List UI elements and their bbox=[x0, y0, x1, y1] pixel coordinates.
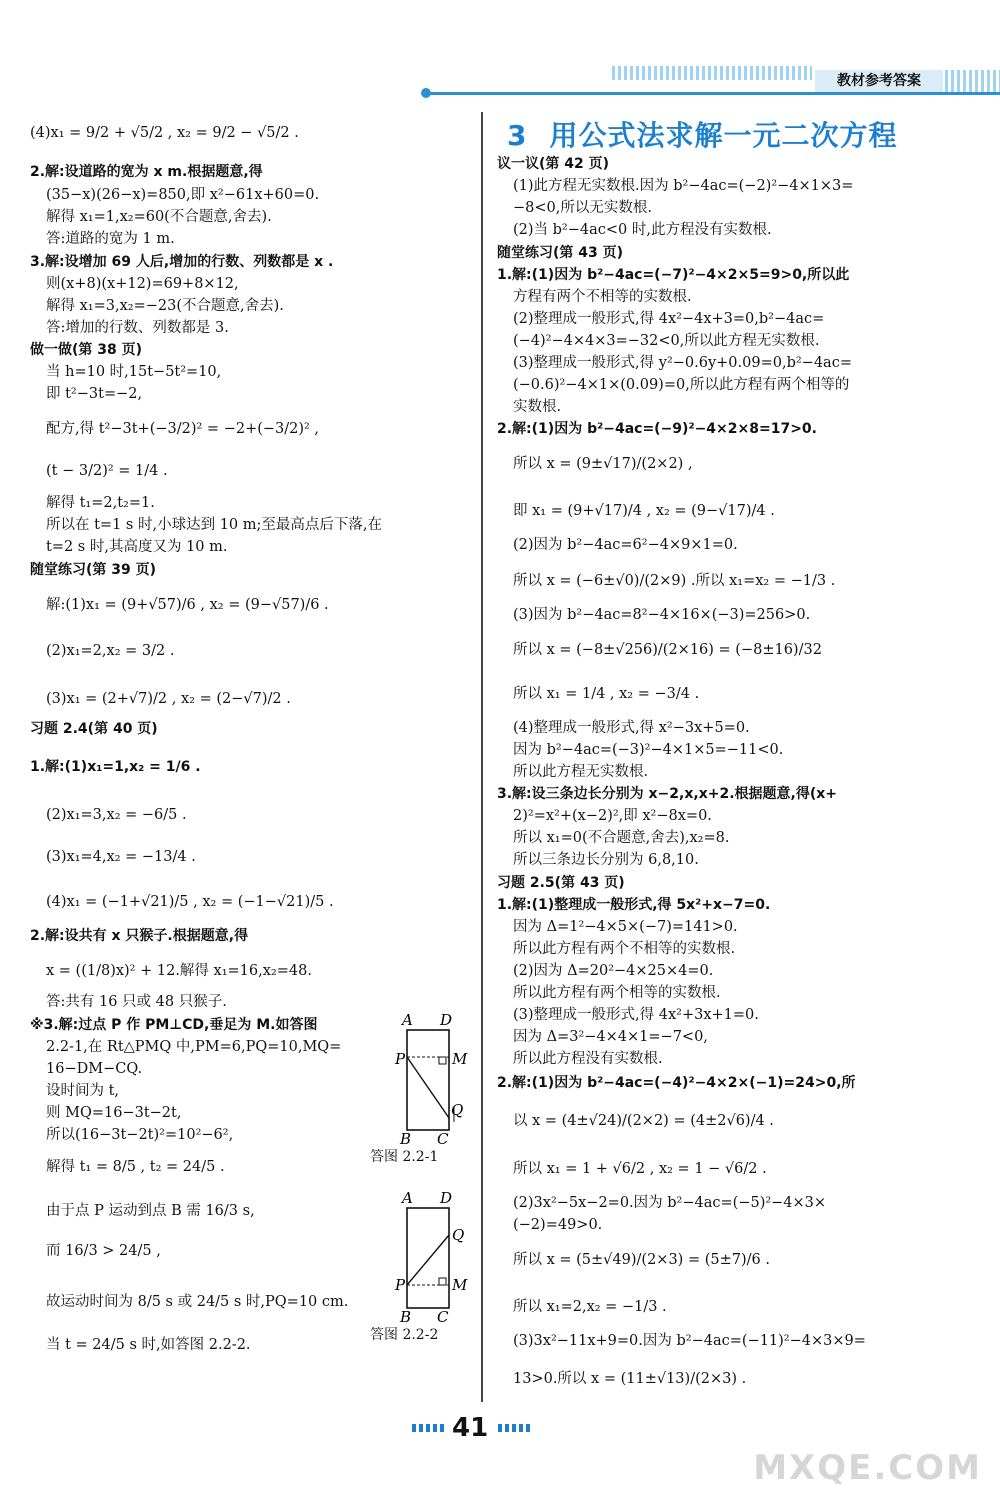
header-dot-strip bbox=[612, 66, 812, 80]
right-text-line: 所以 x = (5±√49)/(2×3) = (5±7)/6 . bbox=[513, 1252, 770, 1268]
page-number-decoration-left bbox=[412, 1424, 446, 1432]
fig1-label-p: P bbox=[395, 1050, 406, 1068]
right-text-line: (3)因为 b²−4ac=8²−4×16×(−3)=256>0. bbox=[513, 607, 811, 623]
right-text-line: 习题 2.5(第 43 页) bbox=[497, 875, 625, 891]
left-text-line: 2.解:设道路的宽为 x m.根据题意,得 bbox=[30, 164, 263, 180]
right-text-line: 1.解:(1)因为 b²−4ac=(−7)²−4×2×5=9>0,所以此 bbox=[497, 267, 850, 283]
right-text-line: 实数根. bbox=[513, 399, 562, 415]
header-tail-strip bbox=[945, 70, 1000, 92]
left-text-line: 解:(1)x₁ = (9+√57)/6 , x₂ = (9−√57)/6 . bbox=[46, 597, 329, 613]
fig2-label-a: A bbox=[402, 1190, 413, 1207]
left-text-line: 答:增加的行数、列数都是 3. bbox=[46, 320, 229, 336]
left-text-line: 16−DM−CQ. bbox=[46, 1061, 143, 1077]
left-text-line: 配方,得 t²−3t+(−3/2)² = −2+(−3/2)² , bbox=[46, 421, 320, 437]
column-divider bbox=[481, 112, 483, 1402]
right-text-line: 所以 x₁ = 1 + √6/2 , x₂ = 1 − √6/2 . bbox=[513, 1161, 767, 1177]
section-title-text: 用公式法求解一元二次方程 bbox=[549, 119, 898, 152]
left-text-line: x = ((1/8)x)² + 12.解得 x₁=16,x₂=48. bbox=[46, 963, 312, 979]
fig1-label-q: Q bbox=[451, 1101, 464, 1119]
fig2-label-m: M bbox=[452, 1276, 468, 1294]
fig2-label-p: P bbox=[395, 1276, 406, 1294]
left-text-line: 3.解:设增加 69 人后,增加的行数、列数都是 x . bbox=[30, 254, 334, 270]
right-text-line: (2)当 b²−4ac<0 时,此方程没有实数根. bbox=[513, 222, 772, 238]
right-text-line: 所以 x = (−6±√0)/(2×9) .所以 x₁=x₂ = −1/3 . bbox=[513, 573, 836, 589]
right-text-line: 所以 x = (−8±√256)/(2×16) = (−8±16)/32 bbox=[513, 642, 822, 658]
fig1-label-m: M bbox=[452, 1050, 468, 1068]
right-text-line: (−0.6)²−4×1×(0.09)=0,所以此方程有两个相等的 bbox=[513, 377, 850, 393]
left-text-line: 设时间为 t, bbox=[46, 1083, 120, 1099]
right-text-line: 3.解:设三条边长分别为 x−2,x,x+2.根据题意,得(x+ bbox=[497, 786, 837, 802]
right-text-line: (3)整理成一般形式,得 y²−0.6y+0.09=0,b²−4ac= bbox=[513, 355, 852, 371]
right-text-line: 因为 Δ=3²−4×4×1=−7<0, bbox=[513, 1029, 708, 1045]
section-number: 3 bbox=[507, 119, 528, 152]
right-text-line: 1.解:(1)整理成一般形式,得 5x²+x−7=0. bbox=[497, 897, 771, 913]
right-text-line: 所以此方程没有实数根. bbox=[513, 1051, 663, 1067]
right-text-line: (−4)²−4×4×3=−32<0,所以此方程无实数根. bbox=[513, 333, 820, 349]
left-text-line: 随堂练习(第 39 页) bbox=[30, 562, 157, 578]
figure-2-2-2-caption: 答图 2.2-2 bbox=[370, 1327, 439, 1343]
left-text-line: 当 t = 24/5 s 时,如答图 2.2-2. bbox=[46, 1337, 251, 1353]
left-text-line: (4)x₁ = (−1+√21)/5 , x₂ = (−1−√21)/5 . bbox=[46, 894, 334, 910]
right-text-line: 13>0.所以 x = (11±√13)/(2×3) . bbox=[513, 1371, 747, 1387]
left-text-line: 答:共有 16 只或 48 只猴子. bbox=[46, 994, 227, 1010]
left-text-line: (3)x₁=4,x₂ = −13/4 . bbox=[46, 849, 196, 865]
right-text-line: 所以 x₁=0(不合题意,舍去),x₂=8. bbox=[513, 830, 730, 846]
left-text-line: 即 t²−3t=−2, bbox=[46, 386, 143, 402]
right-text-line: 2.解:(1)因为 b²−4ac=(−4)²−4×2×(−1)=24>0,所 bbox=[497, 1075, 856, 1091]
left-text-line: 而 16/3 > 24/5 , bbox=[46, 1243, 161, 1259]
page-number: 41 bbox=[452, 1413, 489, 1443]
right-text-line: 2)²=x²+(x−2)²,即 x²−8x=0. bbox=[513, 808, 712, 824]
right-text-line: 所以 x = (9±√17)/(2×2) , bbox=[513, 456, 693, 472]
left-text-line: 解得 t₁ = 8/5 , t₂ = 24/5 . bbox=[46, 1159, 225, 1175]
fig1-label-d: D bbox=[440, 1012, 453, 1029]
left-text-line: 解得 x₁=3,x₂=−23(不合题意,舍去). bbox=[46, 298, 284, 314]
right-text-line: 所以 x₁=2,x₂ = −1/3 . bbox=[513, 1299, 667, 1315]
right-text-line: −8<0,所以无实数根. bbox=[513, 200, 652, 216]
fig2-label-b: B bbox=[400, 1308, 412, 1325]
left-text-line: 习题 2.4(第 40 页) bbox=[30, 721, 158, 737]
right-text-line: (1)此方程无实数根.因为 b²−4ac=(−2)²−4×1×3= bbox=[513, 178, 854, 194]
fig1-label-a: A bbox=[402, 1012, 413, 1029]
left-text-line: (4)x₁ = 9/2 + √5/2 , x₂ = 9/2 − √5/2 . bbox=[30, 125, 299, 141]
left-text-line: 1.解:(1)x₁=1,x₂ = 1/6 . bbox=[30, 759, 201, 775]
fig2-label-d: D bbox=[440, 1190, 453, 1207]
right-text-line: 因为 b²−4ac=(−3)²−4×1×5=−11<0. bbox=[513, 742, 784, 758]
figure-2-2-1 bbox=[392, 1012, 472, 1151]
fig1-label-b: B bbox=[400, 1130, 412, 1147]
left-text-line: t=2 s 时,其高度又为 10 m. bbox=[46, 539, 228, 555]
left-text-line: 做一做(第 38 页) bbox=[30, 342, 143, 358]
right-text-line: (4)整理成一般形式,得 x²−3x+5=0. bbox=[513, 720, 750, 736]
right-text-line: (3)整理成一般形式,得 4x²+3x+1=0. bbox=[513, 1007, 759, 1023]
left-text-line: (2)x₁=2,x₂ = 3/2 . bbox=[46, 643, 175, 659]
right-text-line: 所以此方程无实数根. bbox=[513, 764, 649, 780]
left-text-line: 所以(16−3t−2t)²=10²−6², bbox=[46, 1127, 234, 1143]
left-text-line: 当 h=10 时,15t−5t²=10, bbox=[46, 364, 222, 380]
right-text-line: 2.解:(1)因为 b²−4ac=(−9)²−4×2×8=17>0. bbox=[497, 421, 817, 437]
fig1-label-c: C bbox=[437, 1130, 449, 1147]
left-text-line: 所以在 t=1 s 时,小球达到 10 m;至最高点后下落,在 bbox=[46, 517, 382, 533]
right-text-line: 所以此方程有两个不相等的实数根. bbox=[513, 941, 736, 957]
right-text-line: 因为 Δ=1²−4×5×(−7)=141>0. bbox=[513, 919, 738, 935]
right-text-line: 即 x₁ = (9+√17)/4 , x₂ = (9−√17)/4 . bbox=[513, 503, 775, 519]
right-text-line: (2)因为 b²−4ac=6²−4×9×1=0. bbox=[513, 537, 738, 553]
right-text-line: 议一议(第 42 页) bbox=[497, 156, 610, 172]
header-label: 教材参考答案 bbox=[815, 70, 943, 92]
right-text-line: (3)3x²−11x+9=0.因为 b²−4ac=(−11)²−4×3×9= bbox=[513, 1333, 866, 1349]
left-text-line: (t − 3/2)² = 1/4 . bbox=[46, 463, 168, 479]
left-text-line: (3)x₁ = (2+√7)/2 , x₂ = (2−√7)/2 . bbox=[46, 691, 291, 707]
left-text-line: 故运动时间为 8/5 s 或 24/5 s 时,PQ=10 cm. bbox=[46, 1294, 349, 1310]
section-title bbox=[507, 114, 898, 154]
left-text-line: 则 MQ=16−3t−2t, bbox=[46, 1105, 182, 1121]
right-text-line: (−2)=49>0. bbox=[513, 1217, 603, 1233]
left-text-line: 则(x+8)(x+12)=69+8×12, bbox=[46, 276, 239, 292]
right-text-line: 所以此方程有两个相等的实数根. bbox=[513, 985, 721, 1001]
left-text-line: (35−x)(26−x)=850,即 x²−61x+60=0. bbox=[46, 187, 320, 203]
left-text-line: (2)x₁=3,x₂ = −6/5 . bbox=[46, 807, 187, 823]
watermark: MXQE.COM bbox=[753, 1448, 982, 1488]
right-text-line: 随堂练习(第 43 页) bbox=[497, 245, 624, 261]
figure-2-2-1-caption: 答图 2.2-1 bbox=[370, 1149, 439, 1165]
left-text-line: 2.解:设共有 x 只猴子.根据题意,得 bbox=[30, 928, 249, 944]
right-text-line: 所以三条边长分别为 6,8,10. bbox=[513, 852, 699, 868]
fig2-label-c: C bbox=[437, 1308, 449, 1325]
left-text-line: 解得 x₁=1,x₂=60(不合题意,舍去). bbox=[46, 209, 272, 225]
figure-2-2-2 bbox=[392, 1190, 472, 1329]
right-text-line: 方程有两个不相等的实数根. bbox=[513, 289, 692, 305]
left-text-line: 2.2-1,在 Rt△PMQ 中,PM=6,PQ=10,MQ= bbox=[46, 1039, 342, 1055]
right-text-line: (2)因为 Δ=20²−4×25×4=0. bbox=[513, 963, 714, 979]
header-rule bbox=[425, 92, 1000, 95]
left-text-line: 答:道路的宽为 1 m. bbox=[46, 231, 175, 247]
right-text-line: (2)整理成一般形式,得 4x²−4x+3=0,b²−4ac= bbox=[513, 311, 825, 327]
right-text-line: (2)3x²−5x−2=0.因为 b²−4ac=(−5)²−4×3× bbox=[513, 1195, 827, 1211]
left-text-line: 由于点 P 运动到点 B 需 16/3 s, bbox=[46, 1203, 255, 1219]
fig2-label-q: Q bbox=[452, 1226, 465, 1244]
page-number-decoration-right bbox=[498, 1424, 532, 1432]
right-text-line: 以 x = (4±√24)/(2×2) = (4±2√6)/4 . bbox=[513, 1113, 774, 1129]
right-text-line: 所以 x₁ = 1/4 , x₂ = −3/4 . bbox=[513, 686, 700, 702]
left-text-line: 解得 t₁=2,t₂=1. bbox=[46, 495, 155, 511]
left-text-line: ※3.解:过点 P 作 PM⊥CD,垂足为 M.如答图 bbox=[30, 1017, 318, 1033]
